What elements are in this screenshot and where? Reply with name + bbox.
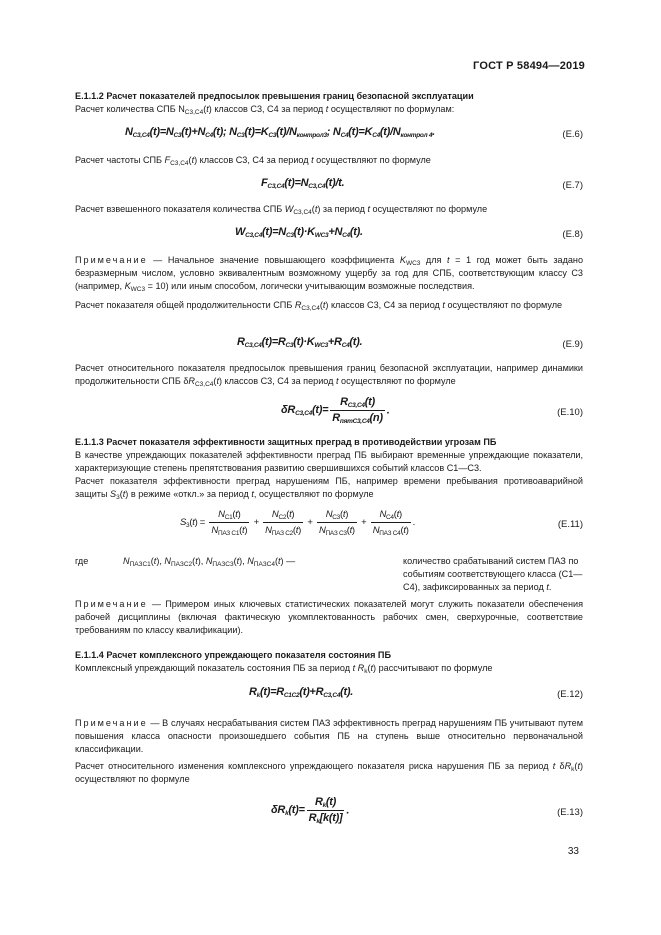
where-label: где xyxy=(75,556,89,566)
formula: $F_{C3,C4}(t)=N_{C3,C4}(t)/t$. xyxy=(261,177,345,190)
equation-e9 xyxy=(75,336,583,356)
paragraph: Расчет частоты СПБ $F_{C3,C4}(t)$ классов С3, С4 за период t осуществляют по формуле xyxy=(75,155,431,167)
section-heading-e113: Е.1.1.3 Расчет показателя эффективности защитных преград в противодействии угрозам ПБ xyxy=(75,437,497,447)
formula: $R_{C3,C4}(t)=R_{C3}(t)\cdot K_{WC3}+R_{C4}(t)$. xyxy=(237,336,363,349)
fraction-denominator: $R_{пятC3,C4}(n)$ xyxy=(332,412,383,425)
equation-number: (Е.6) xyxy=(562,129,583,140)
paragraph: Комплексный упреждающий показатель состояния ПБ за период t $R_k(t)$ рассчитывают по формуле xyxy=(75,663,493,675)
fraction xyxy=(307,796,345,825)
where-variables: $N_{ПАЗC1}(t)$, $N_{ПАЗC2}(t)$, $N_{ПАЗC3}(t)$, $N_{ПАЗC4}(t)$ — xyxy=(123,556,296,568)
paragraph: Расчет количества СПБ $N_{C3,C4}(t)$ классов С3, С4 за период t осуществляют по формулам: xyxy=(75,104,455,116)
formula xyxy=(180,508,415,537)
equation-e6 xyxy=(75,126,583,146)
note-label: Примечание xyxy=(75,599,148,609)
section-heading-e112: Е.1.1.2 Расчет показателей предпосылок превышения границ безопасной эксплуатации xyxy=(75,91,474,101)
formula-lhs: $\delta R_k(t)=$ xyxy=(271,804,305,818)
equation-number: (Е.13) xyxy=(557,807,583,818)
paragraph: Расчет относительного показателя предпосылок превышения границ безопасной эксплуатации, например динамики продолжительности СПБ $\delta R_{C3,C4}(t)$ классов С3, С4 за период t осуществляют по формуле xyxy=(75,363,583,388)
fraction xyxy=(371,508,411,537)
plus-sign: + xyxy=(305,517,315,529)
fraction-numerator: $R_k(t)$ xyxy=(307,796,345,811)
paragraph: В качестве упреждающих показателей эффективности преград ПБ выбирают временные упреждающие показатели, характеризующие степень препятствования развитию свершившихся событий классов С1—С3. xyxy=(75,450,583,473)
paragraph: Расчет показателя эффективности преград нарушениям ПБ, например времени пребывания противоаварийной защиты $S_3(t)$ в режиме «откл.» за период t, осуществляют по формуле xyxy=(75,476,583,501)
paragraph: Расчет показателя общей продолжительности СПБ $R_{C3,C4}(t)$ классов С3, С4 за период t осуществляют по формуле xyxy=(75,300,563,312)
equation-e8 xyxy=(75,226,583,246)
equation-number: (Е.12) xyxy=(557,689,583,700)
fraction xyxy=(330,396,384,425)
equation-number: (Е.9) xyxy=(562,339,583,350)
fraction-numerator: $N_{C2}(t)$ xyxy=(263,508,303,523)
note-label: Примечание xyxy=(75,255,148,265)
formula: $N_{C3,C4}(t)=N_{C3}(t)+N_{C4}(t)$; $N_{C3}(t)=K_{C3}(t)/N_{контрол3}$; $N_{C4}(t)=K_{C4}(t)/N_{контрол 4}$. xyxy=(125,126,435,139)
standard-header: ГОСТ Р 58494—2019 xyxy=(473,60,585,72)
formula: $\delta R_k(t)=$ $\frac{R_k(t)}{R_k[k(t)]}$ . xyxy=(271,796,350,825)
paragraph: Расчет взвешенного показателя количества СПБ $W_{C3,C4}(t)$ за период t осуществляют по формуле xyxy=(75,204,488,216)
equation-number: (Е.10) xyxy=(557,407,583,418)
fraction-denominator: $N_{ПАЗ C2}(t)$ xyxy=(265,525,302,537)
equation-number: (Е.8) xyxy=(562,229,583,240)
formula: $\delta R_{C3,C4}(t)=$ $\frac{R_{C3,C4}(t)}{R_{пятC3,C4}(n)}$ . xyxy=(281,396,390,425)
formula-lhs: $\delta R_{C3,C4}(t)=$ xyxy=(281,404,329,418)
note-1 xyxy=(75,254,583,293)
note-text: — Примером иных ключевых статистических показателей могут служить показатели обеспечения рабочей дисциплины (включая фактическую укомплектованность рабочих смен, сверхурочные, соответствие требованиям по классу квалификации). xyxy=(75,599,583,635)
period: . xyxy=(412,517,415,529)
where-clause xyxy=(75,555,583,595)
note-label: Примечание xyxy=(75,718,148,728)
note-text: — В случаях несрабатывания систем ПАЗ эффективность преград нарушениям ПБ учитывают путем повышения класса опасности произошедшего события ПБ на ступень выше относительно первоначальной классификации. xyxy=(75,718,583,754)
note-2 xyxy=(75,598,583,637)
fraction-denominator: $N_{ПАЗ C1}(t)$ xyxy=(211,525,248,537)
fraction xyxy=(317,508,357,537)
plus-sign: + xyxy=(358,517,369,529)
page-number: 33 xyxy=(567,846,579,857)
fraction-denominator: $N_{ПАЗ C4}(t)$ xyxy=(372,525,409,537)
fraction xyxy=(209,508,249,537)
fraction-numerator: $R_{C3,C4}(t)$ xyxy=(330,396,384,411)
paragraph: Расчет относительного изменения комплексного упреждающего показателя риска нарушения ПБ за период t $\delta R_k(t)$ осуществляют по формуле xyxy=(75,761,584,784)
formula-lhs: $S_3(t)$ = xyxy=(180,517,208,530)
fraction-numerator: $N_{C4}(t)$ xyxy=(371,508,411,523)
equation-e7 xyxy=(75,177,583,197)
equation-number: (Е.11) xyxy=(557,519,583,530)
equation-number: (Е.7) xyxy=(562,180,583,191)
formula: $W_{C3,C4}(t)=N_{C3}(t)\cdot K_{WC3}+N_{C4}(t)$. xyxy=(235,226,363,239)
section-heading-e114: Е.1.1.4 Расчет комплексного упреждающего показателя состояния ПБ xyxy=(75,650,391,660)
note-3 xyxy=(75,717,583,756)
fraction-denominator: $R_k[k(t)]$ xyxy=(308,812,343,825)
equation-e12 xyxy=(75,686,583,706)
fraction-numerator: $N_{C1}(t)$ xyxy=(209,508,249,523)
fraction xyxy=(263,508,303,537)
note-text: — Начальное значение повышающего коэффициента $K_{WC3}$ для t = 1 год может быть задано безразмерным числом, условно эквивалентным возможному ущербу за год для СПБ, соответствующим классу С3 (например, $K_{WC3} = 10$) или иным способом, логически учитывающим возможные последствия. xyxy=(75,255,584,293)
where-description: количество срабатываний систем ПАЗ по событиям соответствующего класса (С1—С4), зафиксированных за период t. xyxy=(403,556,583,592)
plus-sign: + xyxy=(251,517,262,529)
fraction-numerator: $N_{C3}(t)$ xyxy=(317,508,357,523)
formula: $R_k(t)=R_{C1C2}(t)+R_{C3,C4}(t)$. xyxy=(249,686,354,699)
fraction-denominator: $N_{ПАЗ C3}(t)$ xyxy=(318,525,355,537)
equation-e11 xyxy=(75,508,583,540)
equation-e13 xyxy=(75,796,583,828)
equation-e10 xyxy=(75,396,583,426)
